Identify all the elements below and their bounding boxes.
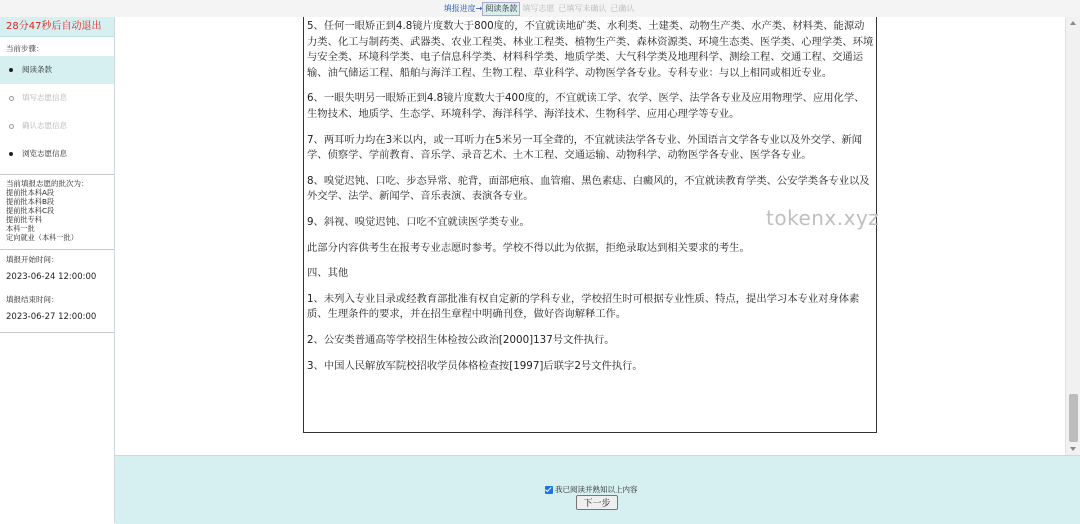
progress-step-unconfirmed: 已填写未确认 [558,4,607,13]
agree-checkbox[interactable] [545,486,553,494]
progress-step-confirmed: 已确认 [610,4,635,13]
batch-item: 提前批本科B段 [6,197,55,207]
vertical-scrollbar[interactable] [1065,17,1080,455]
batch-title: 当前填报志愿的批次为： [6,179,89,188]
current-step-title: 当前步骤： [6,44,44,53]
terms-paragraph: 1、未列入专业目录或经教育部批准有权自定新的学科专业，学校招生时可根据专业性质、特点，提出学习本专业对身体素质、生理条件的要求，并在招生章程中明确刊登，做好咨询解释工作。 [307,292,860,321]
agree-label: 我已阅读并熟知以上内容 [555,485,638,494]
sidebar-item-fill-info [0,84,114,112]
start-time-value: 2023-06-24 12:00:00 [6,271,97,282]
sidebar-item-browse-info[interactable] [0,140,114,168]
end-time-label: 填报结束时间： [6,294,59,304]
terms-paragraph: 9、斜视、嗅觉迟钝、口吃不宜就读医学类专业。 [307,215,530,228]
bullet-icon [9,68,13,72]
scroll-up-icon[interactable] [1070,21,1076,25]
terms-paragraph: 3、中国人民解放军院校招收学员体格检查按[1997]后联字2号文件执行。 [307,359,643,372]
scrollbar-thumb[interactable] [1069,394,1078,442]
progress-step-read: 阅读条款 [482,2,520,16]
next-step-button[interactable]: 下一步 [576,495,618,510]
sidebar-item-label: 确认志愿信息 [22,121,67,130]
terms-section-heading: 四、其他 [307,267,349,280]
progress-lead: 填报进度→ [443,4,483,13]
terms-paragraph: 此部分内容供考生在报考专业志愿时参考。学校不得以此为依据，拒绝录取达到相关要求的考生。 [307,241,750,254]
batch-item: 本科一批 [6,224,35,234]
progress-step-fill: 填写志愿 [522,4,555,13]
bullet-icon [9,152,13,156]
batch-item: 提前批本科A段 [6,188,55,197]
terms-paragraph: 2、公安类普通高等学校招生体检按公政治[2000]137号文件执行。 [307,333,615,346]
batch-list [0,188,114,243]
batch-item: 提前批本科C段 [6,206,55,216]
watermark: tokenx.xyz [766,206,880,230]
terms-paragraph: 8、嗅觉迟钝、口吃、步态异常、驼背，面部疤痕、血管瘤、黑色素痣、白癜风的，不宜就读教育学类、公安学类各专业以及外交学、法学、新闻学、音乐表演、表演各专业。 [307,174,870,203]
agree-checkbox-row[interactable] [545,484,638,495]
main-content [115,17,1065,455]
divider [0,249,114,250]
bullet-icon [9,96,14,101]
sidebar-item-label: 浏览志愿信息 [22,149,67,158]
terms-paragraph: 5、任何一眼矫正到4.8镜片度数大于800度的，不宜就读地矿类、水利类、土建类、动物生产类、水产类、材料类、能源动力类、化工与制药类、武器类、农业工程类、林业工程类、植物生产类、森林资源类、环境生态类、医学类、心理学类、环境与安全类、环境科学类、电子信息科学类、材料科学类、地质学类、大气科学类及地理科学、测绘工程、交通工程、交通运输、油气储运工程、船舶与海洋工程、生物工程、草业科学、动物医学各专业。专科专业：与以上相同或相近专业。 [307,20,874,79]
end-time-value: 2023-06-27 12:00:00 [6,311,97,322]
terms-paragraph: 7、两耳听力均在3米以内，或一耳听力在5米另一耳全聋的，不宜就读法学各专业、外国语言文学各专业以及外交学、新闻学、侦察学、学前教育、音乐学、录音艺术、土木工程、交通运输、动物科学、动物医学各专业、医学各专业。 [307,133,863,162]
footer [115,455,1080,524]
sidebar-item-label: 填写志愿信息 [22,93,67,102]
bullet-icon [9,124,14,129]
divider [0,174,114,175]
progress-steps [0,2,1080,16]
batch-item: 提前批专科 [6,215,42,225]
auto-logout-timer: 28分47秒后自动退出 [0,17,114,37]
sidebar [0,17,115,523]
divider [0,332,114,333]
sidebar-item-confirm-info [0,112,114,140]
scroll-down-icon[interactable] [1070,447,1076,451]
batch-item: 定向就业（本科一批） [6,233,78,243]
progress-bar [0,0,1080,18]
step-list [0,56,114,168]
sidebar-item-read-terms[interactable] [0,56,114,84]
sidebar-item-label: 阅读条款 [22,65,52,74]
start-time-label: 填报开始时间： [6,254,59,264]
terms-paragraph: 6、一眼失明另一眼矫正到4.8镜片度数大于400度的，不宜就读工学、农学、医学、法学各专业及应用物理学、应用化学、生物技术、地质学、生态学、环境科学、海洋科学、海洋技术、生物科学、应用心理学等专业。 [307,92,865,120]
